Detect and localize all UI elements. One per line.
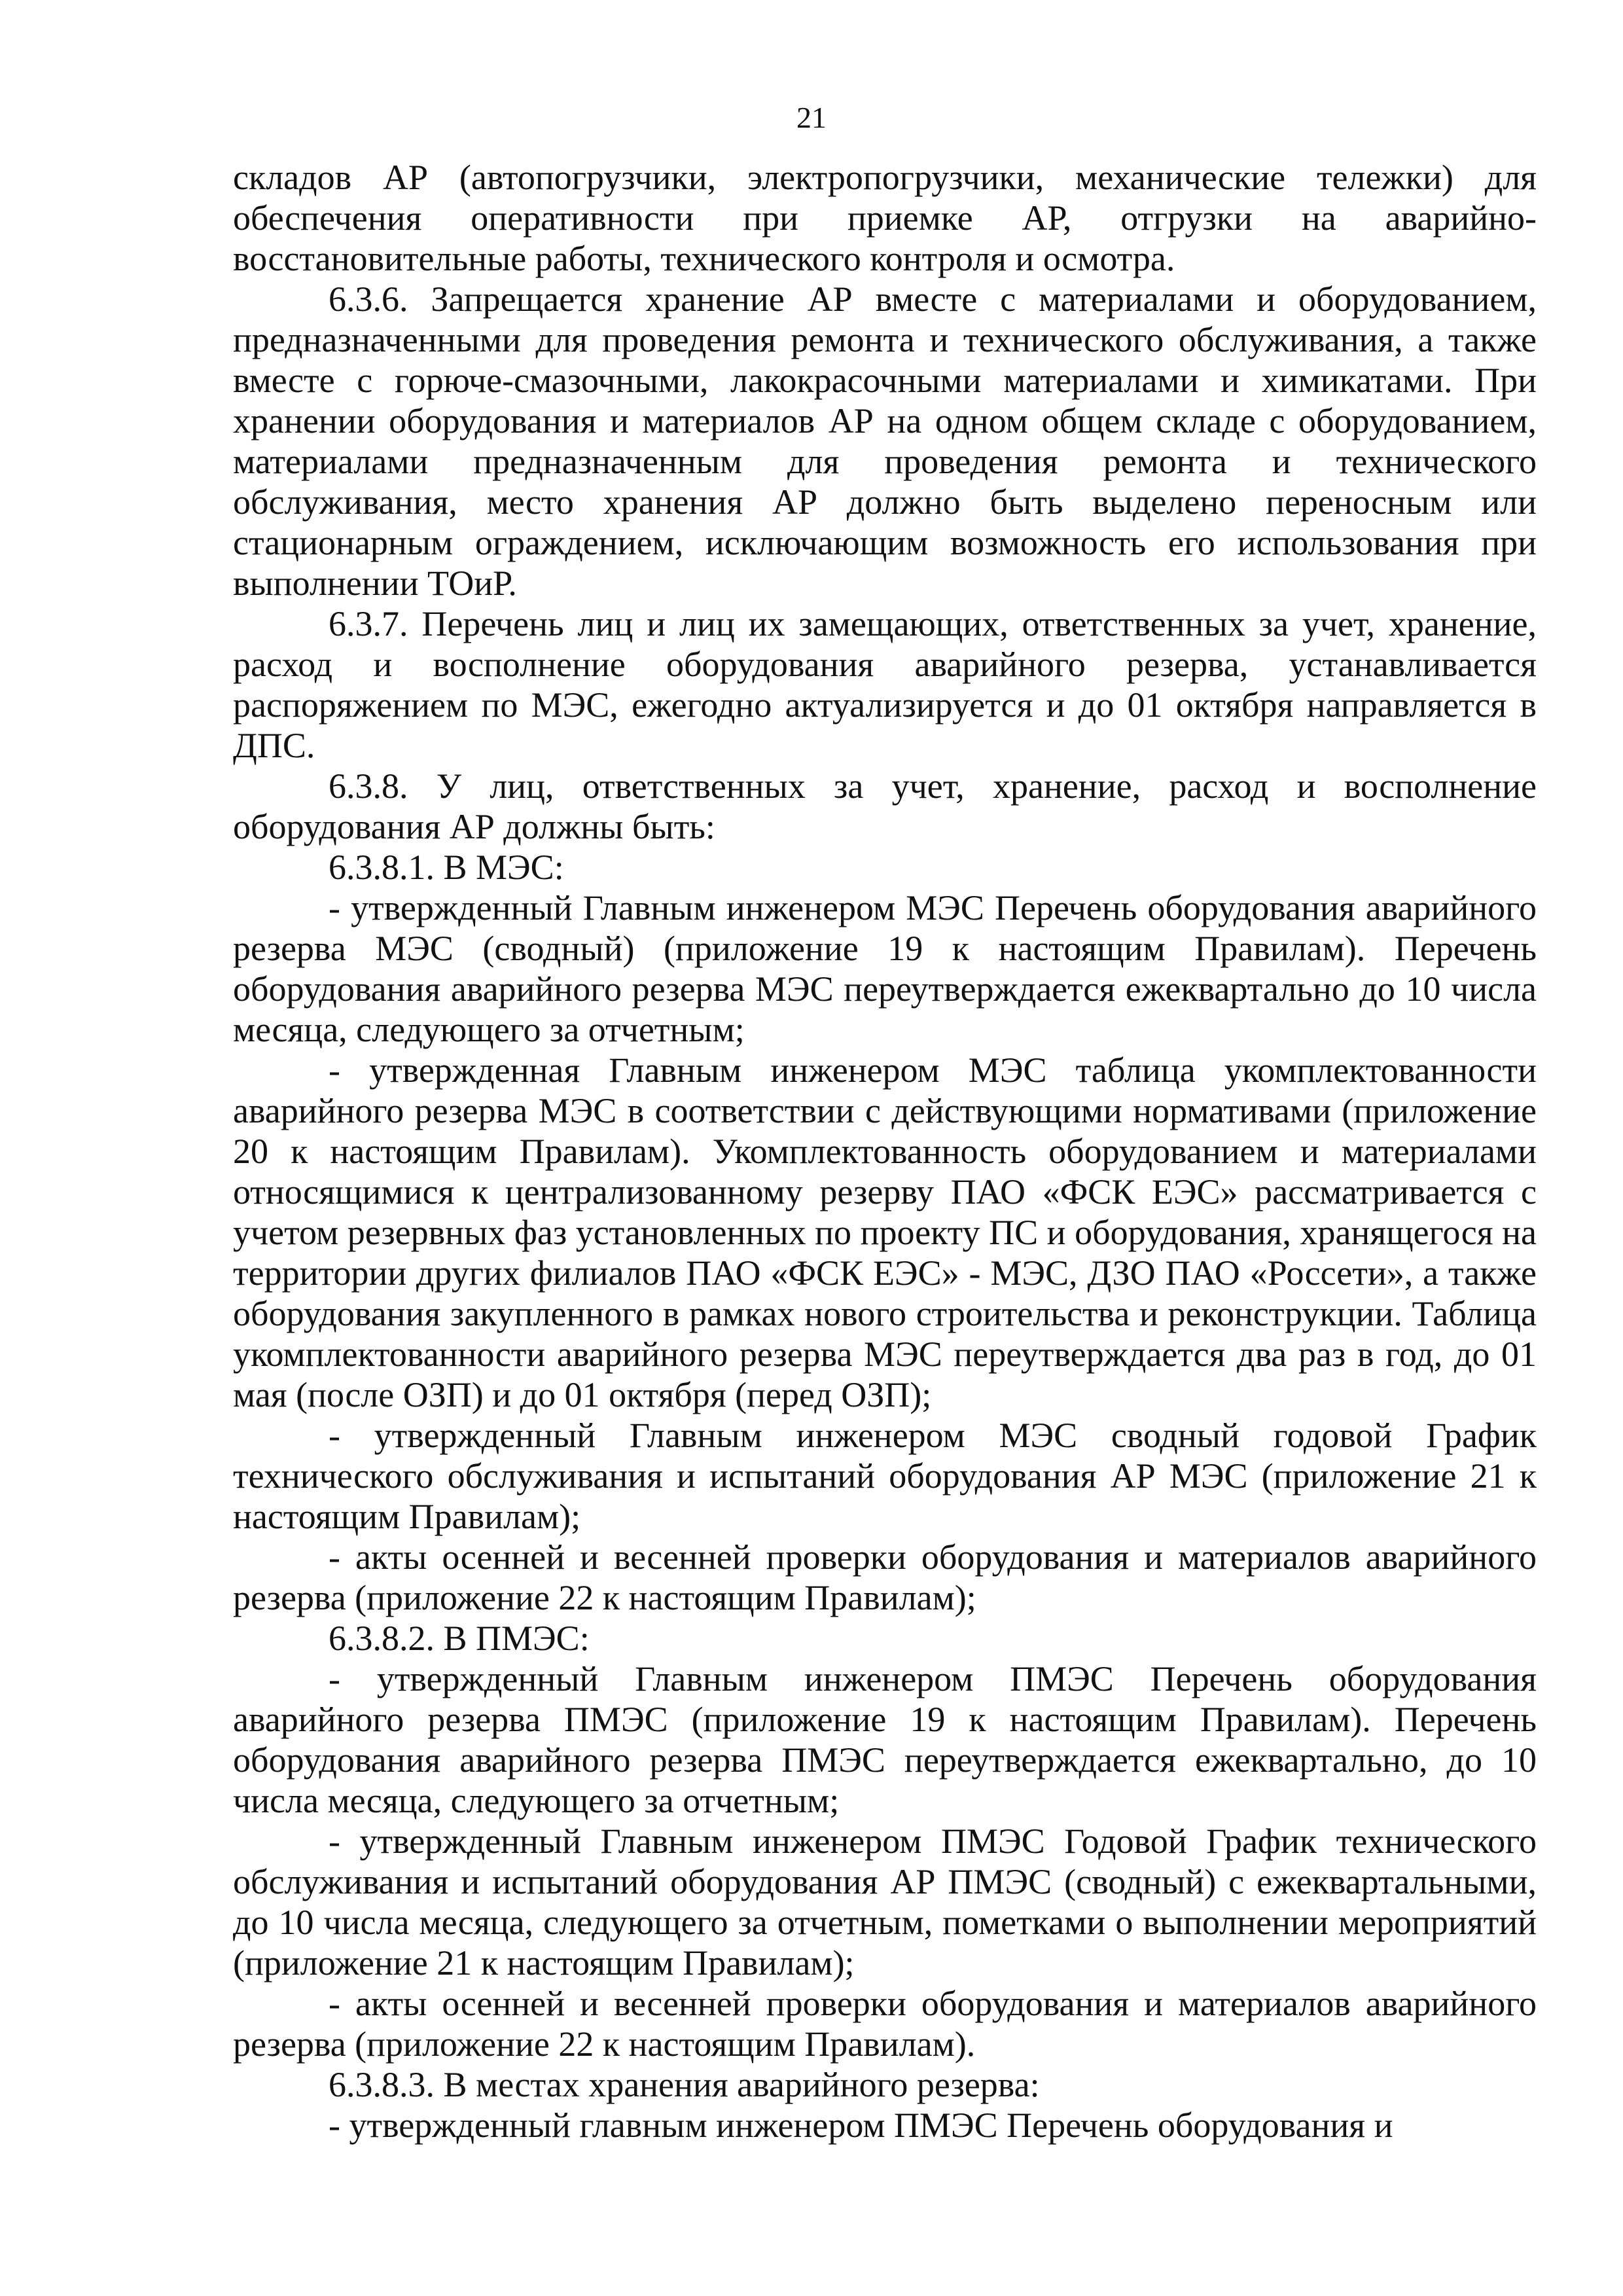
paragraph-6-3-8: 6.3.8. У лиц, ответственных за учет, хранение, расход и восполнение оборудования АР должны быть:	[233, 766, 1537, 846]
page-number: 21	[796, 101, 827, 134]
heading-6-3-8-1: 6.3.8.1. В МЭС:	[329, 848, 564, 887]
list-item-pmes-inspection-acts: - акты осенней и весенней проверки оборудования и материалов аварийного резерва (приложение 22 к настоящим Правилам).	[233, 1984, 1537, 2064]
list-item-mes-completeness-table: - утвержденная Главным инженером МЭС таблица укомплектованности аварийного резерва МЭС в соответствии с действующими нормативами (приложение 20 к настоящим Правилам). Укомплектованность оборудованием и материалами относящимися к централизованному резерву ПАО «ФСК ЕЭС» рассматривается с учетом резервных фаз установленных по проекту ПС и оборудования, хранящегося на территории других филиалов ПАО «ФСК ЕЭС» - МЭС, ДЗО ПАО «Россети», а также оборудования закупленного в рамках нового строительства и реконструкции. Таблица укомплектованности аварийного резерва МЭС переутверждается два раз в год, до 01 мая (после ОЗП) и до 01 октября (перед ОЗП);	[233, 1050, 1537, 1414]
heading-6-3-8-2: 6.3.8.2. В ПМЭС:	[329, 1619, 590, 1658]
paragraph-6-3-6: 6.3.6. Запрещается хранение АР вместе с материалами и оборудованием, предназначенными для проведения ремонта и технического обслуживания, а также вместе с горюче-смазочными, лакокрасочными материалами и химикатами. При хранении оборудования и материалов АР на одном общем складе с оборудованием, материалами предназначенным для проведения ремонта и технического обслуживания, место хранения АР должно быть выделено переносным или стационарным ограждением, исключающим возможность его использования при выполнении ТОиР.	[233, 279, 1537, 603]
list-item-mes-schedule: - утвержденный Главным инженером МЭС сводный годовой График технического обслуживания и испытаний оборудования АР МЭС (приложение 21 к настоящим Правилам);	[233, 1416, 1537, 1536]
list-item-mes-equipment-list: - утвержденный Главным инженером МЭС Перечень оборудования аварийного резерва МЭС (сводный) (приложение 19 к настоящим Правилам). Перечень оборудования аварийного резерва МЭС переутверждается ежеквартально до 10 числа месяца, следующего за отчетным;	[233, 888, 1537, 1049]
list-item-pmes-schedule: - утвержденный Главным инженером ПМЭС Годовой График технического обслуживания и испытаний оборудования АР ПМЭС (сводный) с ежеквартальными, до 10 числа месяца, следующего за отчетным, пометками о выполнении мероприятий (приложение 21 к настоящим Правилам);	[233, 1821, 1537, 1982]
document-body	[233, 157, 1537, 2145]
list-item-storage-equipment-list: - утвержденный главным инженером ПМЭС Перечень оборудования и	[329, 2106, 1393, 2145]
list-item-mes-inspection-acts: - акты осенней и весенней проверки оборудования и материалов аварийного резерва (приложение 22 к настоящим Правилам);	[233, 1537, 1537, 1617]
heading-6-3-8-3: 6.3.8.3. В местах хранения аварийного резерва:	[329, 2065, 1040, 2104]
paragraph-6-3-7: 6.3.7. Перечень лиц и лиц их замещающих, ответственных за учет, хранение, расход и восполнение оборудования аварийного резерва, устанавливается распоряжением по МЭС, ежегодно актуализируется и до 01 октября направляется в ДПС.	[233, 604, 1537, 765]
paragraph-continuation: складов АР (автопогрузчики, электропогрузчики, механические тележки) для обеспечения оперативности при приемке АР, отгрузки на аварийно-восстановительные работы, технического контроля и осмотра.	[233, 158, 1537, 278]
list-item-pmes-equipment-list: - утвержденный Главным инженером ПМЭС Перечень оборудования аварийного резерва ПМЭС (приложение 19 к настоящим Правилам). Перечень оборудования аварийного резерва ПМЭС переутверждается ежеквартально, до 10 числа месяца, следующего за отчетным;	[233, 1659, 1537, 1820]
